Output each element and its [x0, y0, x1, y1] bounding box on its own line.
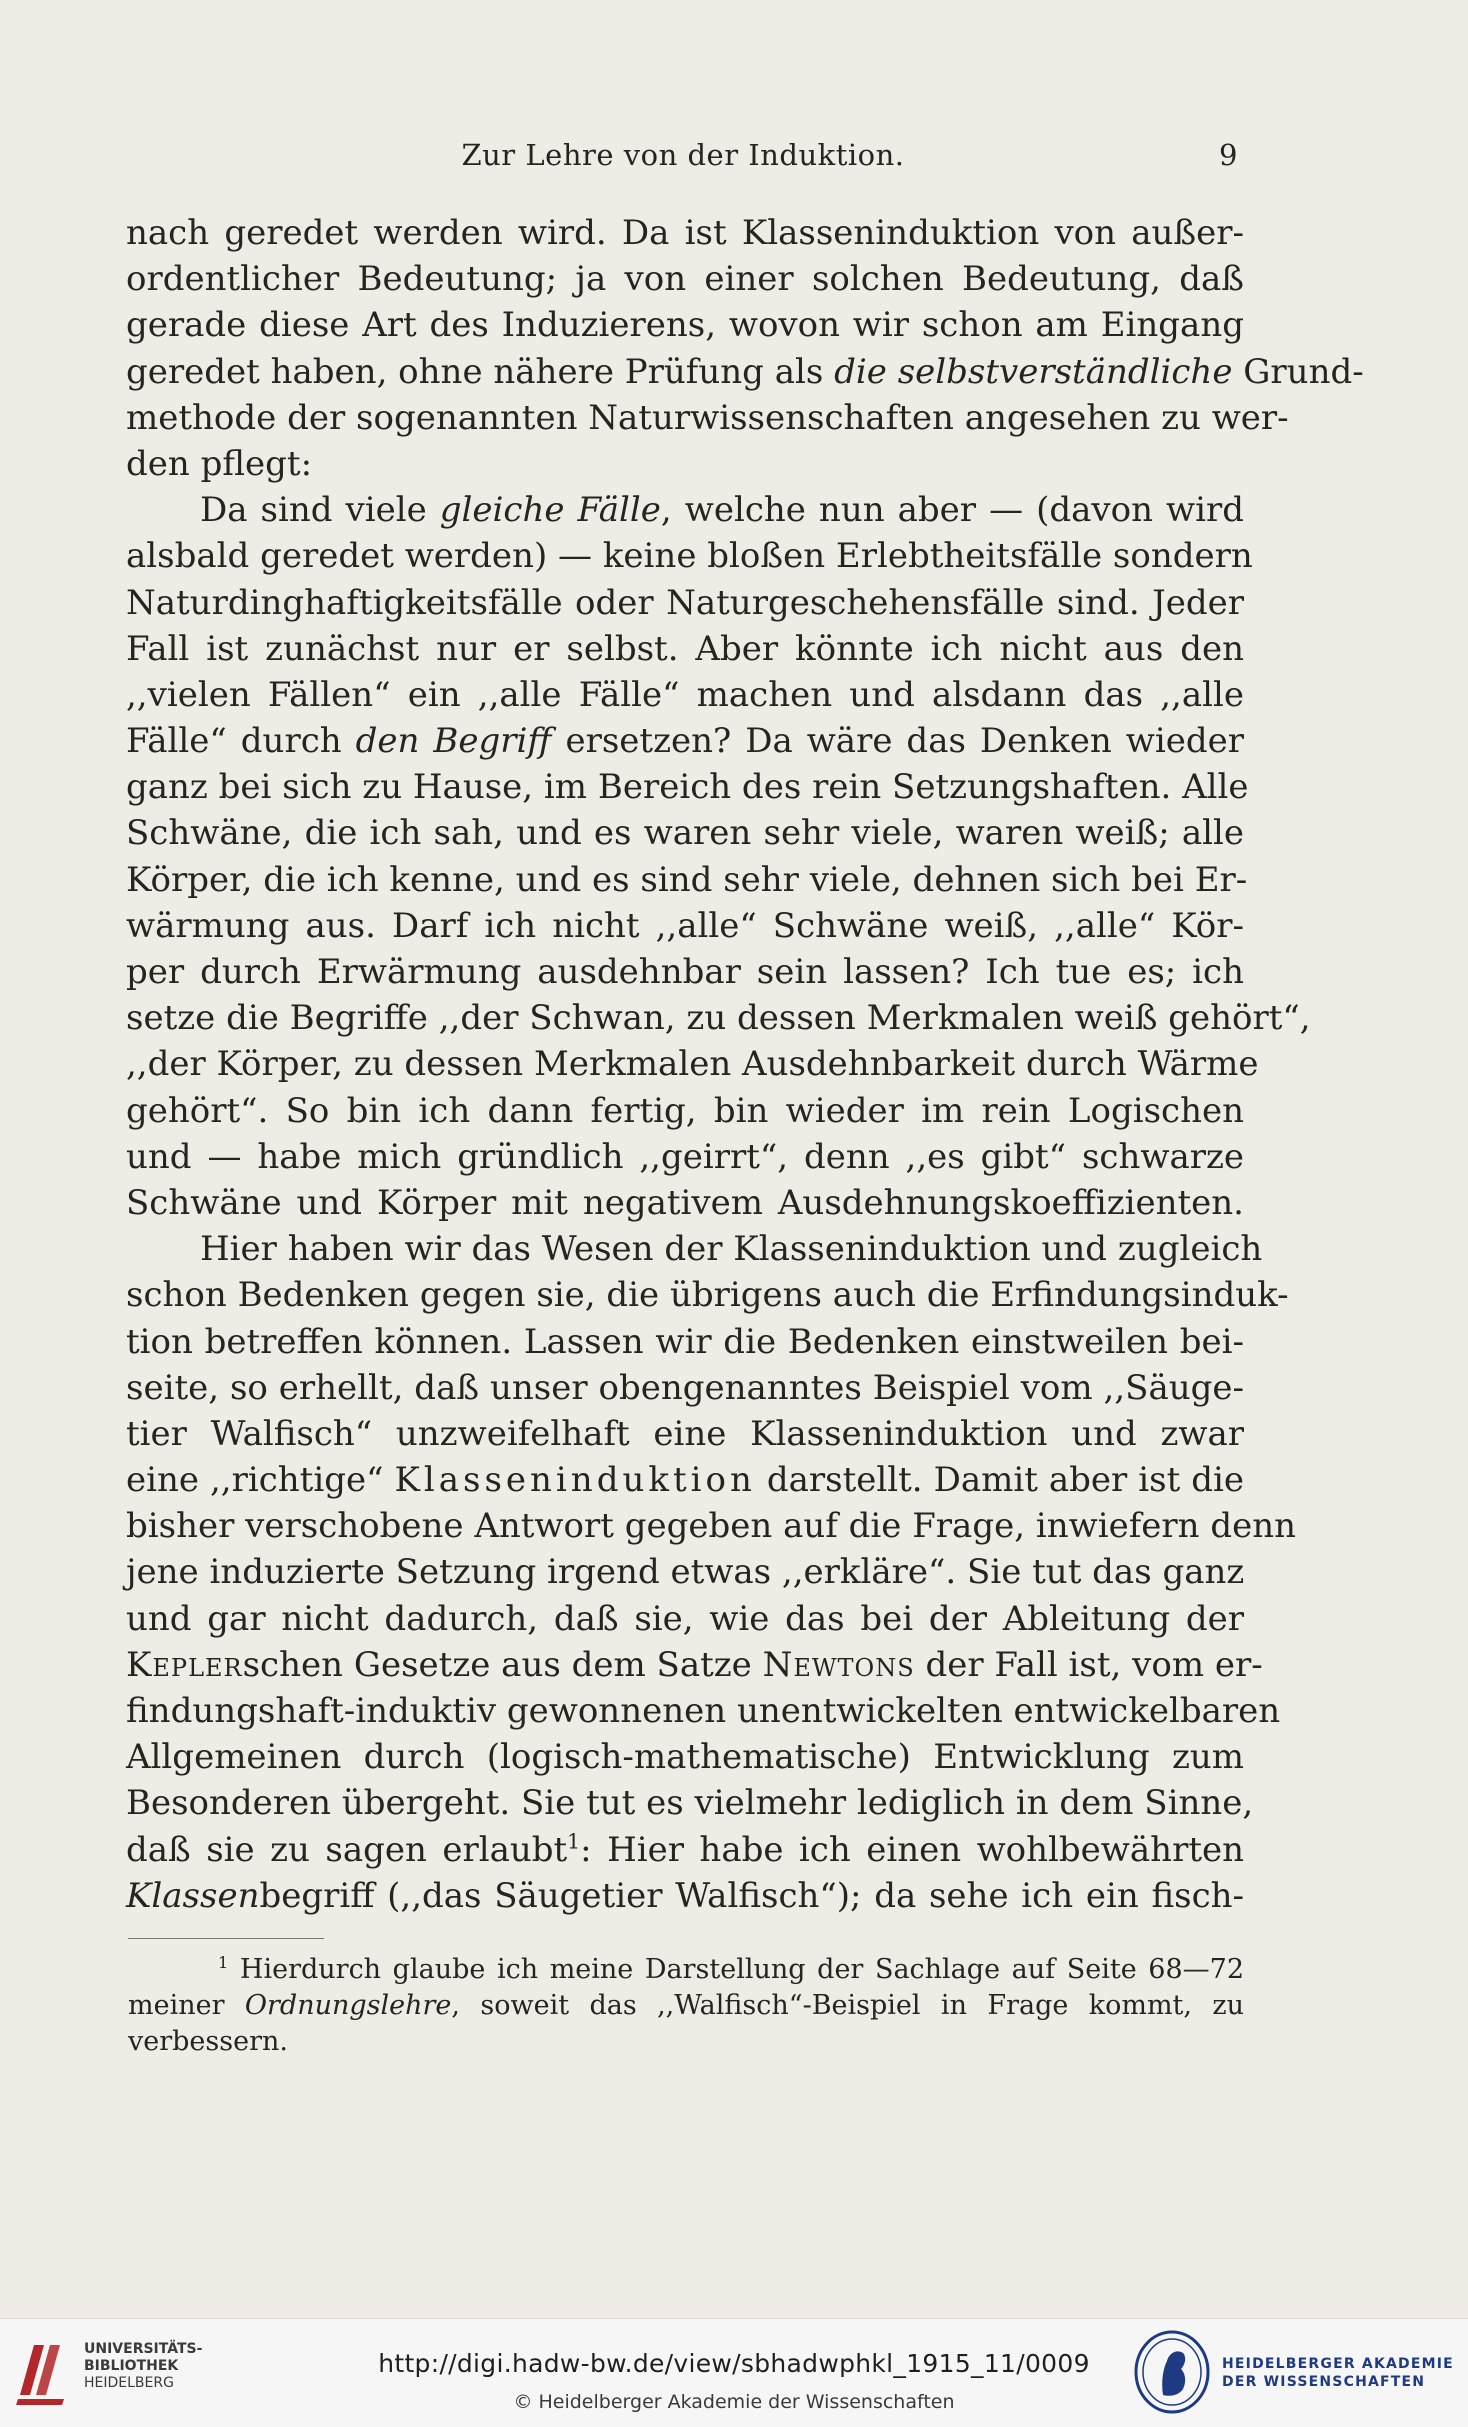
running-head-title: Zur Lehre von der Induktion. — [461, 138, 905, 172]
text-line — [126, 903, 1244, 949]
document-url-link[interactable]: http://digi.hadw-bw.de/view/sbhadwphkl_1915_11/0009 — [378, 2349, 1090, 2378]
footnote-marker: 1 — [567, 1829, 581, 1854]
text-segment: ganz bei sich zu Hause, im Bereich des rein Setzungshaften. Alle — [126, 767, 1249, 808]
text-segment: eine ,,richtige“ — [126, 1460, 395, 1501]
footnote-line — [128, 1988, 1244, 2024]
text-segment: Naturdinghaftigkeitsfälle oder Naturgeschehensfälle sind. Jeder — [126, 582, 1244, 623]
text-line — [126, 1642, 1263, 1688]
text-line — [126, 810, 1244, 856]
text-line — [126, 1734, 1244, 1780]
text-segment: Körper, die ich kenne, und es sind sehr viele, dehnen sich bei Er- — [126, 859, 1248, 900]
text-segment: Kepler — [126, 1644, 243, 1685]
text-line — [126, 949, 1244, 995]
text-segment: schen Gesetze aus dem Satze — [242, 1644, 763, 1685]
emphasized-text: Ordnungslehre — [244, 1990, 452, 2021]
text-segment: wärmung aus. Darf ich nicht ,,alle“ Schwäne weiß, ,,alle“ Kör- — [126, 905, 1244, 946]
text-segment: jene induzierte Setzung irgend etwas ,,erkläre“. Sie tut das ganz — [126, 1552, 1245, 1593]
footnotes — [128, 1952, 1244, 2060]
text-segment: gerade diese Art des Induzierens, wovon wir schon am Eingang — [126, 305, 1244, 346]
text-line — [126, 1549, 1244, 1595]
text-line — [126, 210, 1244, 256]
text-segment: Schwäne und Körper mit negativem Ausdehnungskoeffizienten. — [126, 1182, 1244, 1223]
text-segment: verbessern. — [128, 2026, 288, 2057]
text-segment: daß sie zu sagen erlaubt — [126, 1829, 568, 1870]
text-line — [126, 1873, 1244, 1919]
footnote-marker: 1 — [218, 1953, 229, 1972]
text-segment: Hier haben wir das Wesen der Klasseninduktion und zugleich — [200, 1229, 1263, 1270]
emphasized-text: den Begriff — [355, 721, 552, 762]
text-segment: Hierdurch glaube ich meine Darstellung der Sachlage auf Seite 68—72 — [228, 1954, 1244, 1985]
text-segment: und — habe mich gründlich ,,geirrt“, denn ,,es gibt“ schwarze — [126, 1136, 1244, 1177]
text-segment: begriff (,,das Säugetier Walfisch“); da sehe ich ein fisch- — [259, 1875, 1244, 1916]
footer-bar — [0, 2318, 1468, 2427]
text-line — [126, 1272, 1289, 1318]
text-line — [126, 580, 1244, 626]
text-line — [126, 857, 1248, 903]
text-segment: Klasseninduktion — [394, 1460, 756, 1501]
text-segment: methode der sogenannten Naturwissenschaften angesehen zu wer- — [126, 397, 1289, 438]
text-segment: per durch Erwärmung ausdehnbar sein lassen? Ich tue es; ich — [126, 952, 1244, 992]
text-segment: , soweit das ,,Walfisch“-Beispiel in Frage kommt, zu — [451, 1990, 1244, 2021]
text-line — [126, 256, 1244, 302]
emphasized-text: die selbstverständliche — [834, 351, 1233, 392]
text-segment: : Hier habe ich einen wohlbewährten — [580, 1829, 1244, 1870]
text-segment: Da sind viele — [200, 490, 440, 531]
text-line — [126, 1596, 1244, 1642]
text-segment: schon Bedenken gegen sie, die übrigens auch die Erfindungsinduk- — [126, 1275, 1289, 1316]
text-line — [126, 441, 1244, 487]
text-line — [126, 533, 1253, 579]
text-segment: seite, so erhellt, daß unser obengenanntes Beispiel vom ,,Säuge- — [126, 1367, 1244, 1408]
text-segment: ersetzen? Da wäre das Denken wieder — [551, 721, 1245, 762]
text-line — [126, 1134, 1244, 1180]
text-segment: meiner — [128, 1990, 245, 2021]
body-text — [126, 210, 1364, 1919]
running-head — [128, 138, 1238, 178]
library-name-line-2: BIBLIOTHEK — [84, 2358, 179, 2374]
text-segment: und gar nicht dadurch, daß sie, wie das bei der Ableitung der — [126, 1598, 1244, 1639]
text-segment: der Fall ist, vom er- — [914, 1644, 1263, 1685]
text-line — [126, 1457, 1244, 1503]
academy-seal-icon[interactable] — [1133, 2329, 1211, 2415]
text-segment: gehört“. So bin ich dann fertig, bin wieder im rein Logischen — [126, 1090, 1244, 1131]
text-segment: alsbald geredet werden) — keine bloßen Erlebtheitsfälle sondern — [126, 536, 1253, 577]
text-line — [126, 1411, 1244, 1457]
text-line — [126, 995, 1311, 1041]
text-line — [126, 1827, 1244, 1873]
text-line — [126, 764, 1249, 810]
text-line — [126, 1365, 1244, 1411]
text-line — [126, 718, 1244, 764]
text-segment: tion betreffen können. Lassen wir die Bedenken einstweilen bei- — [126, 1321, 1244, 1362]
text-line — [126, 1503, 1297, 1549]
text-segment: bisher verschobene Antwort gegeben auf die Frage, inwiefern denn — [126, 1506, 1297, 1547]
footnote-divider — [128, 1938, 324, 1939]
text-segment: findungshaft-induktiv gewonnenen unentwickelten entwickelbaren — [126, 1691, 1281, 1731]
text-line — [126, 302, 1244, 348]
library-name-line-1: UNIVERSITÄTS- — [84, 2341, 203, 2357]
text-segment: geredet haben, ohne nähere Prüfung als — [126, 351, 835, 392]
footnote-line — [128, 2024, 1244, 2060]
text-segment: ,,vielen Fällen“ ein ,,alle Fälle“ machen und alsdann das ,,alle — [126, 674, 1244, 715]
text-segment: tier Walfisch“ unzweifelhaft eine Klasseninduktion und zwar — [126, 1413, 1244, 1454]
academy-name-line-2: DER WISSENSCHAFTEN — [1222, 2374, 1426, 2390]
text-segment: ,,der Körper, zu dessen Merkmalen Ausdehnbarkeit durch Wärme — [126, 1044, 1259, 1085]
text-segment: , welche nun aber — (davon wird — [660, 490, 1244, 531]
text-segment: Grund- — [1232, 351, 1364, 392]
text-segment: Schwäne, die ich sah, und es waren sehr viele, waren weiß; alle — [126, 813, 1244, 854]
academy-name-line-1: HEIDELBERGER AKADEMIE — [1222, 2356, 1454, 2372]
copyright-notice: © Heidelberger Akademie der Wissenschaften — [513, 2391, 955, 2413]
emphasized-text: gleiche Fälle — [439, 490, 661, 531]
text-line — [126, 1319, 1244, 1365]
text-line — [126, 395, 1289, 441]
text-line — [126, 1088, 1244, 1134]
text-line — [126, 1226, 1263, 1272]
text-segment: Fall ist zunächst nur er selbst. Aber könnte ich nicht aus den — [126, 628, 1244, 669]
text-line — [126, 626, 1244, 672]
text-line — [126, 1688, 1281, 1734]
library-city: HEIDELBERG — [84, 2375, 174, 2391]
page-number: 9 — [1219, 138, 1238, 172]
text-line — [126, 1041, 1259, 1087]
text-segment: Allgemeinen durch (logisch-mathematische) Entwicklung zum — [126, 1737, 1244, 1778]
text-segment: nach geredet werden wird. Da ist Klasseninduktion von außer- — [126, 213, 1244, 253]
text-segment: darstellt. Damit aber ist die — [755, 1460, 1244, 1501]
text-segment: den pflegt: — [126, 443, 313, 484]
text-segment: Newtons — [762, 1644, 915, 1685]
text-segment: ordentlicher Bedeutung; ja von einer solchen Bedeutung, daß — [126, 259, 1244, 300]
text-segment: Besonderen übergeht. Sie tut es vielmehr lediglich in dem Sinne, — [126, 1783, 1254, 1824]
academy-name — [1222, 2355, 1454, 2391]
footnote-line — [128, 1952, 1244, 1988]
text-line — [126, 672, 1244, 718]
text-line — [126, 349, 1364, 395]
text-line — [126, 1180, 1244, 1226]
text-segment: Fälle“ durch — [126, 721, 356, 762]
text-segment: setze die Begriffe ,,der Schwan, zu dessen Merkmalen weiß gehört“, — [126, 998, 1311, 1039]
text-line — [126, 487, 1244, 533]
emphasized-text: Klassen — [126, 1875, 260, 1916]
text-line — [126, 1780, 1254, 1826]
